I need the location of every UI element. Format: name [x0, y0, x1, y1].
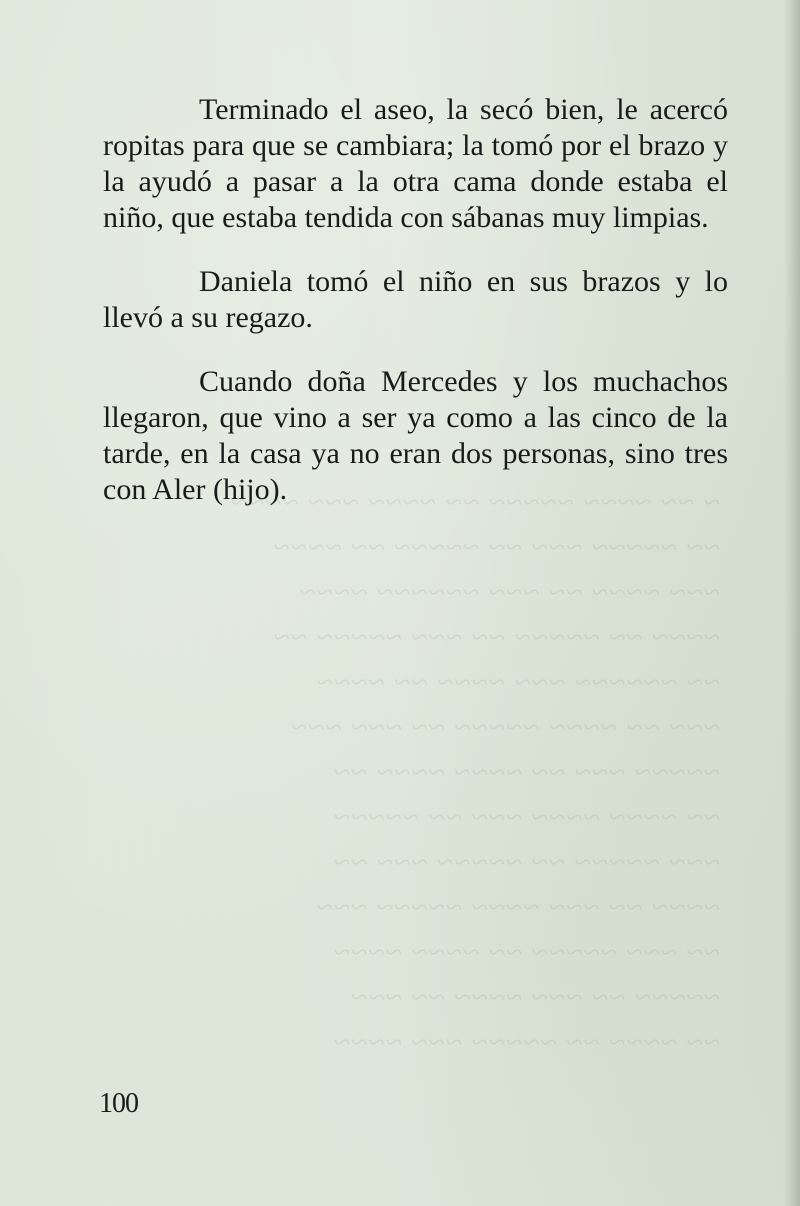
paragraph-1: Terminado el aseo, la secó bien, le acercó ropitas para que se cambiara; la tomó por el brazo y la ayudó a pasar a la otra cama donde estaba el niño, que estaba tendida con sábanas muy limpias. [103, 93, 728, 234]
page-number: 100 [99, 1088, 138, 1119]
page-edge-shadow [784, 0, 800, 1206]
paragraph-2: Daniela tomó el niño en sus brazos y lo llevó a su regazo. [103, 265, 728, 334]
body-text [103, 92, 728, 536]
paragraph-3: Cuando doña Mercedes y los muchachos llegaron, que vino a ser ya como a las cinco de la tarde, en la casa ya no eran dos personas, sino tres con Aler (hijo). [103, 365, 728, 506]
show-through-texture: ~ ~~ ~~~~ ~~~~~ ~~ ~~~~ ~~~ ~~~~ ~~ ~~~~~ ~~~ ~~ ~~~~~ ~~ ~~~~ ~~~ ~~~~ ~~ ~~~ ~~~~~~ ~~~~ ~~~~ ~~ ~~~~~ ~~ ~~~ ~~~~~ ~~ ~~ ~~~~~~ ~~~ ~~~~ ~~ ~~~~ ~~~ ~~ ~~~~ ~~~~~ ~~ ~~~ ~~~ ~~~~~ ~~~ ~~ ~~~~ ~~~~ ~~ ~~ ~~~~ ~~~~ ~~~ ~~ ~~~~~ ~~~ ~~~~~ ~~ ~~~~~ ~~~ ~~ ~~~~ ~~ ~~~ ~~~~ ~~~~~ ~~~ ~~ ~~~ ~~~~~ ~~ ~~~~ ~~~~ ~~~~~ ~~ ~~~ ~~~~ ~~ ~~~ ~~ ~~~~ ~~ ~~~~~ ~~~ ~~~~ [229, 486, 720, 1059]
